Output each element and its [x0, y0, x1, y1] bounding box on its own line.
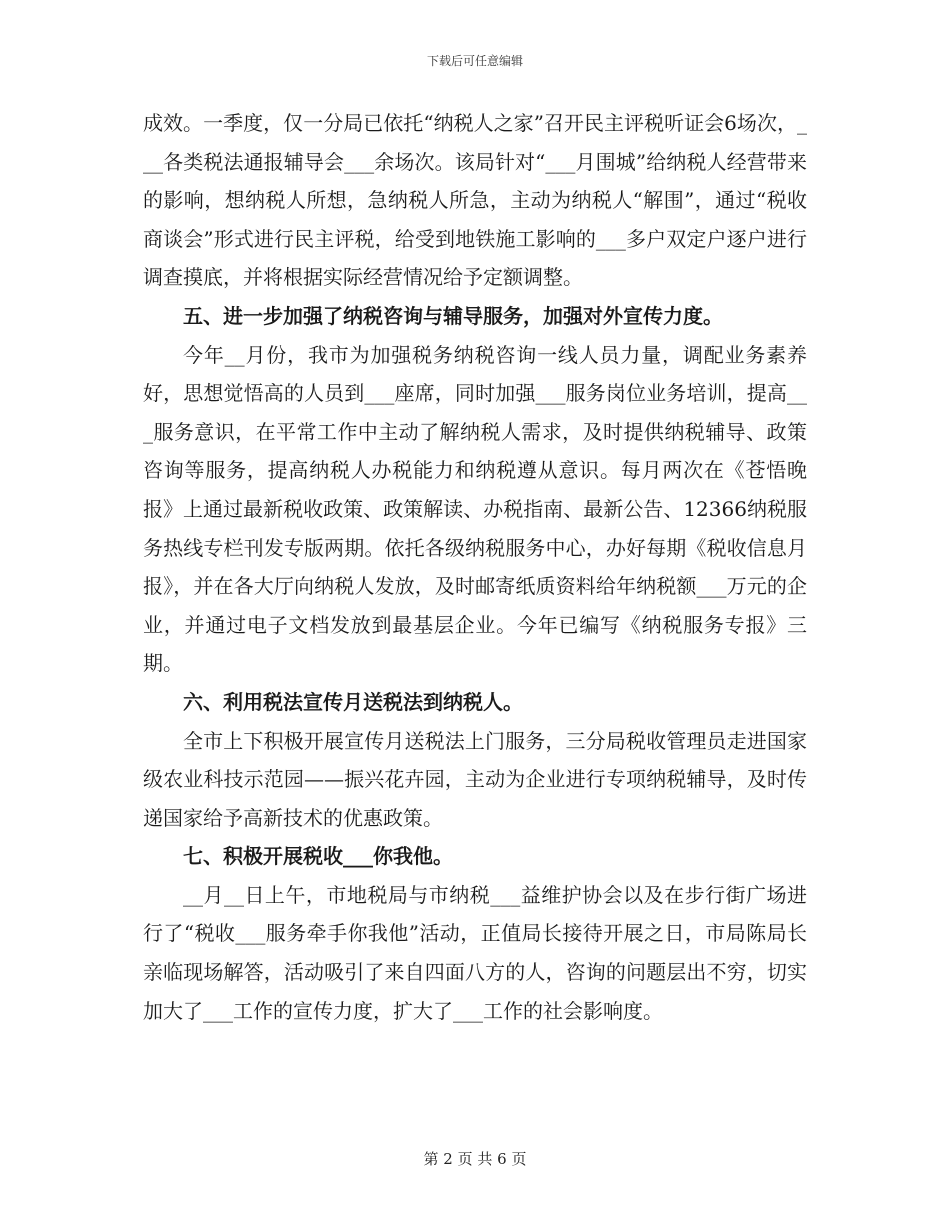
section-heading-5: 五、进一步加强了纳税咨询与辅导服务，加强对外宣传力度。: [183, 303, 723, 328]
page-header: 下载后可任意编辑: [426, 54, 523, 68]
document-body: [143, 104, 807, 1030]
paragraph-continuation: 成效。一季度，仅一分局已依托“纳税人之家”召开民主评税听证会6场次，___各类税法通报辅导会___余场次。该局针对“___月围城”给纳税人经营带来的影响，想纳税人所想，急纳税人所急，主动为纳税人“解围”，通过“税收商谈会”形式进行民主评税，给受到地铁施工影响的___多户双定户逐户进行调查摸底，并将根据实际经营情况给予定额调整。: [143, 111, 807, 290]
section-heading-6: 六、利用税法宣传月送税法到纳税人。: [183, 689, 523, 714]
paragraph-section-5: 今年__月份，我市为加强税务纳税咨询一线人员力量，调配业务素养好，思想觉悟高的人员到___座席，同时加强___服务岗位业务培训，提高___服务意识，在平常工作中主动了解纳税人需求，及时提供纳税辅导、政策咨询等服务，提高纳税人办税能力和纳税遵从意识。每月两次在《苍悟晚报》上通过最新税收政策、政策解读、办税指南、最新公告、12366纳税服务热线专栏刊发专版两期。依托各级纳税服务中心，办好每期《税收信息月报》，并在各大厅向纳税人发放，及时邮寄纸质资料给年纳税额___万元的企业，并通过电子文档发放到最基层企业。今年已编写《纳税服务专报》三期。: [143, 342, 807, 676]
section-heading-7: 七、积极开展税收___你我他。: [183, 844, 453, 869]
page-footer: 第 2 页 共 6 页: [423, 1150, 527, 1168]
paragraph-section-7: __月__日上午，市地税局与市纳税___益维护协会以及在步行街广场进行了“税收___服务牵手你我他”活动，正值局长接待开展之日，市局陈局长亲临现场解答，活动吸引了来自四面八方的人，咨询的问题层出不穷，切实加大了___工作的宣传力度，扩大了___工作的社会影响度。: [143, 882, 807, 1023]
paragraph-section-6: 全市上下积极开展宣传月送税法上门服务，三分局税收管理员走进国家级农业科技示范园——振兴花卉园，主动为企业进行专项纳税辅导，及时传递国家给予高新技术的优惠政策。: [143, 728, 807, 830]
